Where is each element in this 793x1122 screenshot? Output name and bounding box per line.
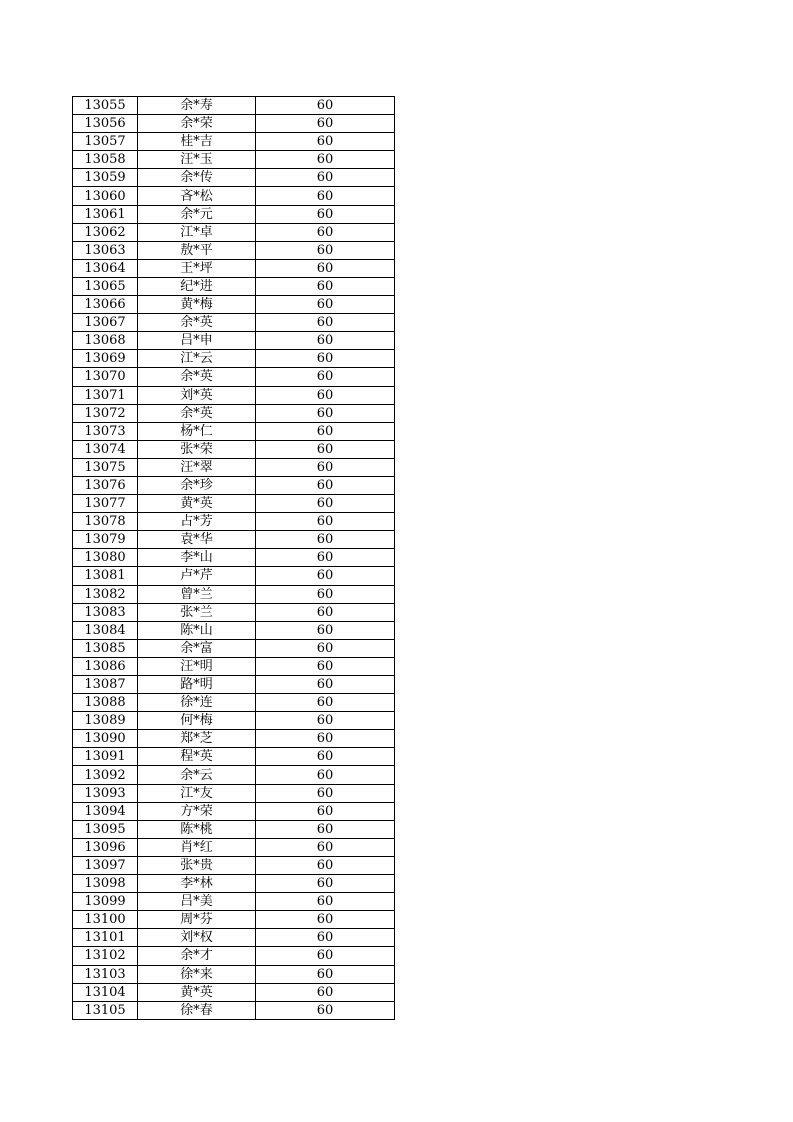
table-row <box>73 639 395 657</box>
table-row <box>73 386 395 404</box>
table-row <box>73 404 395 422</box>
table-row <box>73 368 395 386</box>
table-row <box>73 838 395 856</box>
table-row <box>73 911 395 929</box>
row-id-cell: 13058 <box>73 151 138 169</box>
table-row <box>73 187 395 205</box>
row-id-cell: 13078 <box>73 513 138 531</box>
row-id-cell: 13068 <box>73 332 138 350</box>
row-amount-cell: 60 <box>256 639 395 657</box>
row-id-cell: 13089 <box>73 712 138 730</box>
table-row <box>73 277 395 295</box>
row-name-cell: 袁*华 <box>138 531 256 549</box>
row-name-cell: 黄*英 <box>138 495 256 513</box>
row-id-cell: 13070 <box>73 368 138 386</box>
row-name-cell: 江*云 <box>138 350 256 368</box>
row-id-cell: 13071 <box>73 386 138 404</box>
row-name-cell: 汪*明 <box>138 657 256 675</box>
row-id-cell: 13069 <box>73 350 138 368</box>
row-id-cell: 13066 <box>73 296 138 314</box>
row-amount-cell: 60 <box>256 929 395 947</box>
row-id-cell: 13055 <box>73 97 138 115</box>
row-name-cell: 杨*仁 <box>138 422 256 440</box>
row-id-cell: 13063 <box>73 241 138 259</box>
table-row <box>73 712 395 730</box>
row-name-cell: 王*坪 <box>138 259 256 277</box>
row-name-cell: 余*寿 <box>138 97 256 115</box>
row-name-cell: 余*富 <box>138 639 256 657</box>
row-id-cell: 13088 <box>73 694 138 712</box>
row-id-cell: 13093 <box>73 784 138 802</box>
row-name-cell: 李*林 <box>138 875 256 893</box>
row-amount-cell: 60 <box>256 911 395 929</box>
table-row <box>73 694 395 712</box>
row-id-cell: 13094 <box>73 802 138 820</box>
row-name-cell: 卢*芹 <box>138 567 256 585</box>
row-name-cell: 何*梅 <box>138 712 256 730</box>
row-name-cell: 刘*英 <box>138 386 256 404</box>
row-amount-cell: 60 <box>256 241 395 259</box>
table-row <box>73 314 395 332</box>
row-name-cell: 徐*春 <box>138 1001 256 1019</box>
row-amount-cell: 60 <box>256 585 395 603</box>
row-id-cell: 13082 <box>73 585 138 603</box>
row-amount-cell: 60 <box>256 169 395 187</box>
table-row <box>73 893 395 911</box>
row-amount-cell: 60 <box>256 495 395 513</box>
row-amount-cell: 60 <box>256 350 395 368</box>
row-id-cell: 13101 <box>73 929 138 947</box>
table-row <box>73 585 395 603</box>
table-row <box>73 133 395 151</box>
row-amount-cell: 60 <box>256 277 395 295</box>
table-row <box>73 1001 395 1019</box>
row-name-cell: 陈*桃 <box>138 820 256 838</box>
table-row <box>73 241 395 259</box>
row-id-cell: 13073 <box>73 422 138 440</box>
row-amount-cell: 60 <box>256 187 395 205</box>
row-amount-cell: 60 <box>256 694 395 712</box>
row-id-cell: 13087 <box>73 676 138 694</box>
row-amount-cell: 60 <box>256 730 395 748</box>
row-name-cell: 周*芬 <box>138 911 256 929</box>
row-amount-cell: 60 <box>256 603 395 621</box>
data-table <box>72 96 395 1020</box>
row-amount-cell: 60 <box>256 368 395 386</box>
table-row <box>73 603 395 621</box>
table-row <box>73 296 395 314</box>
table-row <box>73 730 395 748</box>
row-name-cell: 徐*连 <box>138 694 256 712</box>
row-name-cell: 桂*吉 <box>138 133 256 151</box>
row-amount-cell: 60 <box>256 621 395 639</box>
row-id-cell: 13096 <box>73 838 138 856</box>
row-id-cell: 13083 <box>73 603 138 621</box>
row-amount-cell: 60 <box>256 567 395 585</box>
row-amount-cell: 60 <box>256 476 395 494</box>
table-row <box>73 820 395 838</box>
row-amount-cell: 60 <box>256 440 395 458</box>
row-name-cell: 徐*来 <box>138 965 256 983</box>
row-id-cell: 13062 <box>73 223 138 241</box>
table-row <box>73 965 395 983</box>
row-name-cell: 余*元 <box>138 205 256 223</box>
table-row <box>73 766 395 784</box>
row-id-cell: 13086 <box>73 657 138 675</box>
table-row <box>73 151 395 169</box>
row-amount-cell: 60 <box>256 133 395 151</box>
row-name-cell: 张*兰 <box>138 603 256 621</box>
row-id-cell: 13102 <box>73 947 138 965</box>
row-name-cell: 黄*英 <box>138 983 256 1001</box>
row-name-cell: 敖*平 <box>138 241 256 259</box>
table-row <box>73 802 395 820</box>
table-row <box>73 856 395 874</box>
table-row <box>73 549 395 567</box>
row-amount-cell: 60 <box>256 983 395 1001</box>
table-row <box>73 657 395 675</box>
row-amount-cell: 60 <box>256 766 395 784</box>
table-row <box>73 350 395 368</box>
row-name-cell: 陈*山 <box>138 621 256 639</box>
row-id-cell: 13080 <box>73 549 138 567</box>
row-amount-cell: 60 <box>256 513 395 531</box>
row-id-cell: 13097 <box>73 856 138 874</box>
row-amount-cell: 60 <box>256 856 395 874</box>
row-name-cell: 余*云 <box>138 766 256 784</box>
row-amount-cell: 60 <box>256 676 395 694</box>
table-row <box>73 115 395 133</box>
row-id-cell: 13103 <box>73 965 138 983</box>
row-amount-cell: 60 <box>256 97 395 115</box>
row-name-cell: 郑*芝 <box>138 730 256 748</box>
table-row <box>73 929 395 947</box>
row-name-cell: 肖*红 <box>138 838 256 856</box>
row-id-cell: 13081 <box>73 567 138 585</box>
row-id-cell: 13075 <box>73 458 138 476</box>
row-id-cell: 13098 <box>73 875 138 893</box>
row-amount-cell: 60 <box>256 712 395 730</box>
table-row <box>73 97 395 115</box>
row-amount-cell: 60 <box>256 115 395 133</box>
row-id-cell: 13100 <box>73 911 138 929</box>
row-amount-cell: 60 <box>256 422 395 440</box>
table-row <box>73 947 395 965</box>
row-id-cell: 13067 <box>73 314 138 332</box>
row-amount-cell: 60 <box>256 259 395 277</box>
row-name-cell: 吝*松 <box>138 187 256 205</box>
table-row <box>73 875 395 893</box>
row-amount-cell: 60 <box>256 875 395 893</box>
row-name-cell: 余*英 <box>138 404 256 422</box>
row-id-cell: 13059 <box>73 169 138 187</box>
row-amount-cell: 60 <box>256 820 395 838</box>
row-name-cell: 江*卓 <box>138 223 256 241</box>
table-row <box>73 223 395 241</box>
row-amount-cell: 60 <box>256 404 395 422</box>
table-row <box>73 676 395 694</box>
row-name-cell: 余*才 <box>138 947 256 965</box>
row-id-cell: 13105 <box>73 1001 138 1019</box>
row-id-cell: 13095 <box>73 820 138 838</box>
row-id-cell: 13084 <box>73 621 138 639</box>
row-amount-cell: 60 <box>256 657 395 675</box>
table-row <box>73 567 395 585</box>
row-name-cell: 占*芳 <box>138 513 256 531</box>
table-row <box>73 422 395 440</box>
table-row <box>73 476 395 494</box>
row-id-cell: 13077 <box>73 495 138 513</box>
table-row <box>73 458 395 476</box>
table-row <box>73 621 395 639</box>
table-row <box>73 513 395 531</box>
row-id-cell: 13064 <box>73 259 138 277</box>
row-name-cell: 李*山 <box>138 549 256 567</box>
row-id-cell: 13074 <box>73 440 138 458</box>
row-id-cell: 13056 <box>73 115 138 133</box>
row-id-cell: 13085 <box>73 639 138 657</box>
row-name-cell: 方*荣 <box>138 802 256 820</box>
row-amount-cell: 60 <box>256 205 395 223</box>
row-id-cell: 13092 <box>73 766 138 784</box>
row-amount-cell: 60 <box>256 748 395 766</box>
row-amount-cell: 60 <box>256 223 395 241</box>
row-name-cell: 纪*进 <box>138 277 256 295</box>
row-name-cell: 余*英 <box>138 368 256 386</box>
table-row <box>73 531 395 549</box>
row-name-cell: 张*贵 <box>138 856 256 874</box>
row-amount-cell: 60 <box>256 802 395 820</box>
row-amount-cell: 60 <box>256 458 395 476</box>
row-amount-cell: 60 <box>256 784 395 802</box>
row-name-cell: 吕*美 <box>138 893 256 911</box>
row-id-cell: 13061 <box>73 205 138 223</box>
row-amount-cell: 60 <box>256 965 395 983</box>
row-amount-cell: 60 <box>256 332 395 350</box>
row-id-cell: 13072 <box>73 404 138 422</box>
row-amount-cell: 60 <box>256 531 395 549</box>
row-id-cell: 13099 <box>73 893 138 911</box>
row-name-cell: 汪*翠 <box>138 458 256 476</box>
table-row <box>73 748 395 766</box>
row-name-cell: 余*英 <box>138 314 256 332</box>
table-row <box>73 440 395 458</box>
table-row <box>73 495 395 513</box>
row-name-cell: 余*珍 <box>138 476 256 494</box>
row-name-cell: 路*明 <box>138 676 256 694</box>
row-name-cell: 张*荣 <box>138 440 256 458</box>
row-name-cell: 程*英 <box>138 748 256 766</box>
row-amount-cell: 60 <box>256 1001 395 1019</box>
row-id-cell: 13076 <box>73 476 138 494</box>
table-row <box>73 332 395 350</box>
row-amount-cell: 60 <box>256 838 395 856</box>
row-amount-cell: 60 <box>256 151 395 169</box>
row-amount-cell: 60 <box>256 314 395 332</box>
row-amount-cell: 60 <box>256 296 395 314</box>
row-amount-cell: 60 <box>256 386 395 404</box>
row-amount-cell: 60 <box>256 947 395 965</box>
row-name-cell: 汪*玉 <box>138 151 256 169</box>
table-row <box>73 259 395 277</box>
row-name-cell: 刘*权 <box>138 929 256 947</box>
row-amount-cell: 60 <box>256 549 395 567</box>
row-name-cell: 吕*申 <box>138 332 256 350</box>
table-row <box>73 205 395 223</box>
table-row <box>73 983 395 1001</box>
row-amount-cell: 60 <box>256 893 395 911</box>
table-row <box>73 169 395 187</box>
row-id-cell: 13057 <box>73 133 138 151</box>
table-row <box>73 784 395 802</box>
row-id-cell: 13079 <box>73 531 138 549</box>
row-id-cell: 13065 <box>73 277 138 295</box>
row-id-cell: 13104 <box>73 983 138 1001</box>
row-id-cell: 13091 <box>73 748 138 766</box>
row-name-cell: 江*友 <box>138 784 256 802</box>
row-id-cell: 13090 <box>73 730 138 748</box>
row-name-cell: 余*荣 <box>138 115 256 133</box>
row-name-cell: 黄*梅 <box>138 296 256 314</box>
table-body <box>73 97 395 1020</box>
row-name-cell: 曾*兰 <box>138 585 256 603</box>
row-name-cell: 余*传 <box>138 169 256 187</box>
row-id-cell: 13060 <box>73 187 138 205</box>
